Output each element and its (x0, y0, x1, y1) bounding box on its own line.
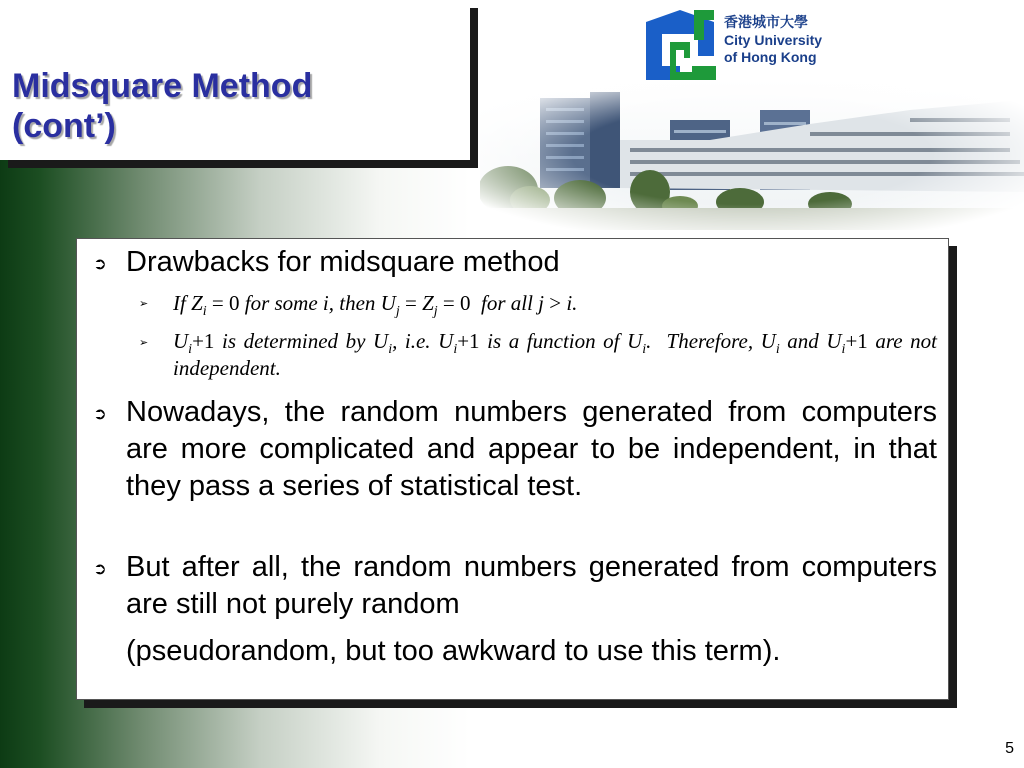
sub-bullet-1: If $Z_i = 0$ for some i, then $U_j = Z_j = 0$ for all j > i. (173, 291, 578, 320)
bullet-1-text: Drawbacks for midsquare method (126, 246, 560, 278)
bullet-2-text: Nowadays, the random numbers generated from computers are more complicated and appear to be independent, in that they pass a series of statistical test. (126, 396, 937, 502)
bullet-3-continuation: (pseudorandom, but too awkward to use this term). (126, 635, 781, 667)
arrowhead-icon: ➢ (139, 336, 149, 349)
logo-text (724, 14, 874, 66)
curved-arrow-icon: ➲ (93, 559, 107, 578)
content-box (76, 238, 949, 700)
arrowhead-icon: ➢ (139, 297, 149, 310)
title-line-1: Midsquare Method (12, 67, 313, 105)
title-box (0, 0, 470, 160)
sub-bullet-2: $U_i+1$ is determined by $U_i$, i.e. $U_i+1$ is a function of $U_i$. Therefore, $U_i$ and $U_i+1$ are not independent. (173, 329, 937, 380)
logo-english-line-2: of Hong Kong (724, 49, 817, 65)
curved-arrow-icon: ➲ (93, 254, 107, 273)
bullet-3-text: But after all, the random numbers generated from computers are still not purely random (126, 551, 937, 620)
page-number: 5 (1005, 740, 1014, 757)
logo-english-line-1: City University (724, 32, 823, 48)
campus-photo (480, 80, 1024, 230)
title-line-2: (cont’) (12, 107, 116, 145)
slide-title (12, 66, 312, 146)
curved-arrow-icon: ➲ (93, 404, 107, 423)
logo-chinese-name: 香港城市大學 (724, 15, 808, 31)
